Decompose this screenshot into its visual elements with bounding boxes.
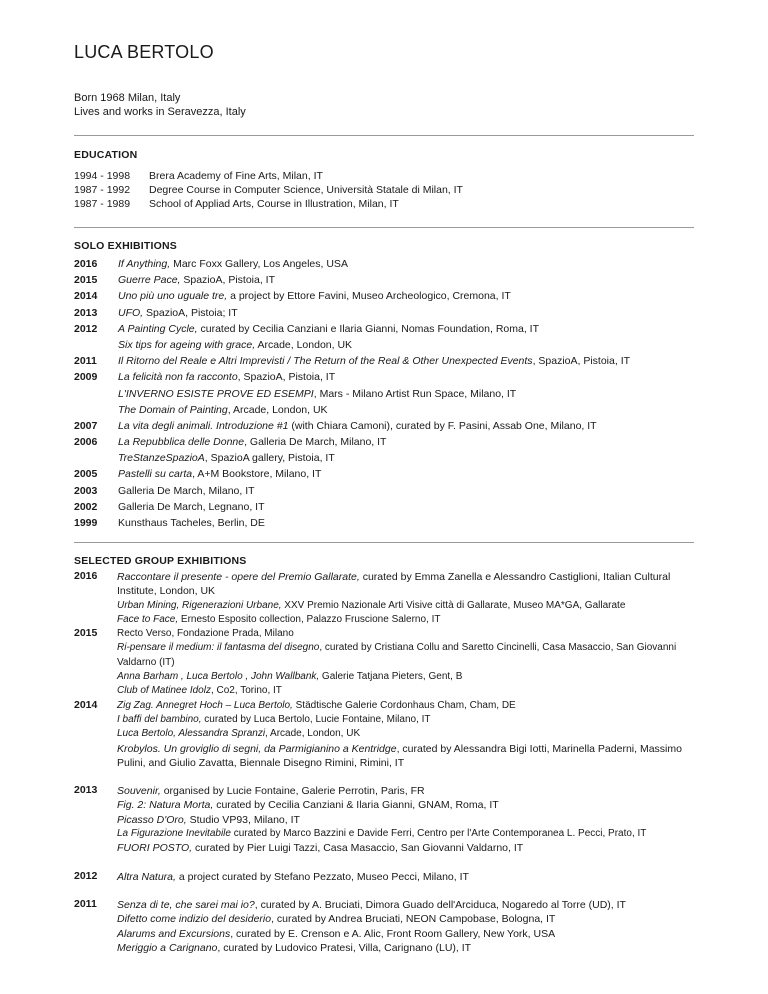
group-details: Recto Verso, Fondazione Prada, Milano [117,628,294,640]
group-entries [117,898,694,955]
group-entry [117,898,694,912]
solo-entry [118,288,511,304]
group-details: , Arcade, London, UK [265,728,361,740]
group-details: Ernesto Esposito collection, Palazzo Fruscione Salerno, IT [178,613,441,625]
solo-details: , A+M Bookstore, Milano, IT [192,468,322,481]
solo-year: 2011 [74,355,97,368]
group-entry [117,927,694,941]
solo-row [74,288,630,304]
solo-details: SpazioA, Pistoia, IT [180,274,275,287]
group-details: Städtische Galerie Cordonhaus Cham, Cham, DE [292,699,516,711]
solo-title: L'INVERNO ESISTE PROVE ED ESEMPI [118,387,314,400]
solo-details: Marc Foxx Gallery, Los Angeles, USA [170,258,348,270]
solo-entry [118,499,265,515]
group-title: La Figurazione Inevitabile [117,828,231,840]
solo-entry [118,321,539,337]
solo-year: 2013 [74,306,98,319]
solo-details: Arcade, London, UK [255,338,353,351]
solo-year: 2009 [74,371,98,384]
solo-entry [118,353,630,369]
divider [74,542,694,543]
solo-details: (with Chiara Camoni), curated by F. Pasini, Assab One, Milano, IT [288,419,597,432]
group-year-block [74,784,694,855]
solo-heading: SOLO EXHIBITIONS [74,240,177,252]
solo-entry [118,305,238,321]
group-entry [117,570,694,599]
group-entry [117,641,694,670]
education-years: 1987 - 1989 [74,198,131,210]
group-details: curated by Pier Luigi Tazzi, Casa Masaccio, San Giovanni Valdarno, IT [192,842,524,855]
group-heading: SELECTED GROUP EXHIBITIONS [74,555,247,567]
group-title: Senza di te, che sarei mai io? [117,898,255,911]
group-entry [117,699,694,713]
solo-entry [118,402,328,418]
solo-row [74,515,630,531]
group-details: XXV Premio Nazionale Arti Visive città di Gallarate, Museo MA*GA, Gallarate [281,599,626,611]
education-years: 1994 - 1998 [74,170,131,182]
solo-entry [118,434,386,450]
solo-year: 2014 [74,290,98,303]
solo-entry [118,386,516,402]
group-list [74,570,694,955]
group-entry [117,684,694,698]
group-entry [117,941,694,955]
bio-born: Born 1968 Milan, Italy [74,92,181,104]
solo-title: La felicità non fa racconto [118,371,238,384]
group-year: 2015 [74,627,98,640]
solo-title: Il Ritorno del Reale e Altri Imprevisti / The Return of the Real & Other Unexpected Events [118,355,533,368]
group-year-block [74,898,694,955]
group-title: Club of Matinee Idolz [117,685,211,697]
education-row [74,169,463,183]
group-year: 2012 [74,869,98,882]
group-details: , curated by Alessandra Bigi Iotti, Marinella Paderni, Massimo Pulini, and Giulio Zavatta, Biennale Disegno Rimini, Rimini, IT [117,742,682,769]
solo-details: SpazioA, Pistoia; IT [143,306,238,319]
solo-details: , SpazioA, Pistoia, IT [237,371,336,384]
solo-row [74,418,630,434]
group-entry [117,742,694,771]
solo-details: Kunsthaus Tacheles, Berlin, DE [118,517,265,529]
solo-year [74,337,118,353]
group-entry [117,784,694,798]
solo-title: La vita degli animali. Introduzione #1 [118,419,289,432]
solo-row [74,272,630,288]
group-details: curated by Cecilia Canziani & Ilaria Gianni, GNAM, Roma, IT [213,799,499,812]
solo-year [74,450,118,466]
solo-year: 2002 [74,500,98,513]
group-details: organised by Lucie Fontaine, Galerie Perrotin, Paris, FR [160,785,425,798]
solo-row [74,305,630,321]
solo-row [74,386,630,402]
solo-entry [118,337,352,353]
solo-title: Six tips for ageing with grace, [118,338,256,351]
solo-row [74,337,630,353]
group-year: 2011 [74,897,97,910]
group-entry [117,813,694,827]
group-title: Difetto come indizio del desiderio [117,913,272,926]
group-title: FUORI POSTO, [117,842,193,855]
education-text: Brera Academy of Fine Arts, Milan, IT [149,170,323,182]
divider [74,227,694,228]
group-year-block [74,870,694,884]
solo-title: A Painting Cycle, [118,322,198,335]
group-title: Urban Mining, Rigenerazioni Urbane, [117,599,282,611]
solo-details: , Arcade, London, UK [227,403,328,416]
bio-lives: Lives and works in Seravezza, Italy [74,106,246,118]
solo-row [74,353,630,369]
group-entries [117,870,694,884]
solo-year: 2006 [74,436,98,449]
solo-row [74,402,630,418]
group-details: a project curated by Stefano Pezzato, Museo Pecci, Milano, IT [175,870,469,883]
artist-name: LUCA BERTOLO [74,42,214,62]
group-title: Anna Barham , Luca Bertolo , John Wallbank, [117,671,320,683]
group-year-block [74,699,694,770]
group-entry [117,670,694,684]
solo-row [74,256,630,272]
solo-year: 2012 [74,322,98,335]
divider [74,135,694,136]
solo-entry [118,450,335,466]
solo-title: Pastelli su carta [118,468,193,481]
group-entry [117,841,694,855]
solo-row [74,466,630,482]
group-entry [117,870,694,884]
solo-details: a project by Ettore Favini, Museo Archeologico, Cremona, IT [227,290,511,303]
solo-title: TreStanzeSpazioA [118,452,205,465]
group-title: Ri-pensare il medium: il fantasma del disegno [117,642,320,654]
solo-entry [118,418,597,434]
solo-row [74,450,630,466]
solo-details: , Galleria De March, Milano, IT [244,436,387,449]
solo-year: 1999 [74,517,98,529]
solo-details: Galleria De March, Legnano, IT [118,500,265,513]
group-title: Meriggio a Carignano [117,941,218,954]
education-heading: EDUCATION [74,149,138,161]
group-title: Face to Face, [117,613,179,625]
solo-entry [118,515,265,531]
education-years: 1987 - 1992 [74,184,131,196]
solo-entry [118,483,255,499]
group-title: Krobylos. Un groviglio di segni, da Parmigianino a Kentridge [117,742,397,755]
group-entry [117,627,694,641]
solo-year [74,402,118,418]
group-details: , curated by E. Crenson e A. Alic, Front Room Gallery, New York, USA [230,927,556,940]
solo-year: 2007 [74,419,98,432]
education-row [74,197,463,211]
education-text: School of Appliad Arts, Course in Illustration, Milan, IT [149,198,399,210]
solo-entry [118,256,348,272]
solo-title: UFO, [118,306,144,319]
group-title: I baffi del bambino, [117,713,202,725]
group-details: , curated by Ludovico Pratesi, Villa, Carignano (LU), IT [217,941,472,954]
solo-year: 2003 [74,484,98,497]
group-details: Galerie Tatjana Pieters, Gent, B [319,671,463,683]
solo-row [74,483,630,499]
group-title: Fig. 2: Natura Morta, [117,799,214,812]
group-entry [117,713,694,727]
solo-details: curated by Cecilia Canziani e Ilaria Gianni, Nomas Foundation, Roma, IT [197,322,539,335]
group-entries [117,699,694,770]
group-entry [117,798,694,812]
group-details: curated by Marco Bazzini e Davide Ferri, Centro per l'Arte Contemporanea L. Pecci, Prato, IT [230,828,647,840]
solo-year [74,386,118,402]
solo-title: Guerre Pace, [118,274,181,287]
group-title: Picasso D'Oro, [117,813,187,826]
group-entry [117,599,694,613]
group-year-block [74,570,694,627]
group-year-block [74,627,694,698]
solo-details: , SpazioA gallery, Pistoia, IT [204,452,335,465]
group-title: Raccontare il presente - opere del Premio Gallarate, [117,571,360,583]
group-entry [117,613,694,627]
group-details: Studio VP93, Milano, IT [186,813,300,826]
solo-details: , Mars - Milano Artist Run Space, Milano, IT [313,387,517,400]
group-details: , curated by Andrea Bruciati, NEON Campobase, Bologna, IT [271,913,556,926]
solo-entry [118,272,275,288]
solo-list [74,256,630,531]
group-details: , curated by A. Bruciati, Dimora Guado dell'Arciduca, Nogaredo al Torre (UD), IT [254,898,626,911]
solo-entry [118,466,321,482]
group-year: 2016 [74,570,98,582]
solo-year: 2015 [74,274,98,287]
group-title: Souvenir, [117,785,161,798]
solo-details: Galleria De March, Milano, IT [118,484,255,497]
solo-title: La Repubblica delle Donne [118,436,245,449]
solo-title: Uno più uno uguale tre, [118,290,228,303]
group-title: Alarums and Excursions [117,927,231,940]
solo-title: The Domain of Painting [118,403,228,416]
education-row [74,183,463,197]
solo-row [74,434,630,450]
education-text: Degree Course in Computer Science, Università Statale di Milan, IT [149,184,463,196]
solo-title: If Anything, [118,258,171,270]
group-details: curated by Emma Zanella e Alessandro Castiglioni, Italian Cultural Institute, London, UK [117,571,671,598]
solo-year: 2016 [74,258,98,270]
bio [74,91,246,119]
solo-details: , SpazioA, Pistoia, IT [532,355,631,368]
group-year: 2014 [74,698,98,711]
group-details: curated by Luca Bertolo, Lucie Fontaine, Milano, IT [201,713,431,725]
group-entries [117,570,694,627]
solo-row [74,321,630,337]
group-details: , curated by Cristiana Collu and Saretto Cincinelli, Casa Masaccio, San Giovanni Valdarno (IT) [117,642,677,668]
group-details: , Co2, Torino, IT [210,685,282,697]
group-year: 2013 [74,784,98,797]
solo-year: 2005 [74,468,98,481]
solo-row [74,369,630,385]
group-entry [117,727,694,741]
education-list [74,169,463,211]
group-entry [117,827,694,841]
group-entries [117,784,694,855]
group-entries [117,627,694,698]
solo-row [74,499,630,515]
group-title: Altra Natura, [117,870,176,883]
solo-entry [118,369,335,385]
group-entry [117,912,694,926]
group-title: Luca Bertolo, Alessandra Spranzi [117,728,266,740]
group-title: Zig Zag. Annegret Hoch – Luca Bertolo, [117,699,293,711]
